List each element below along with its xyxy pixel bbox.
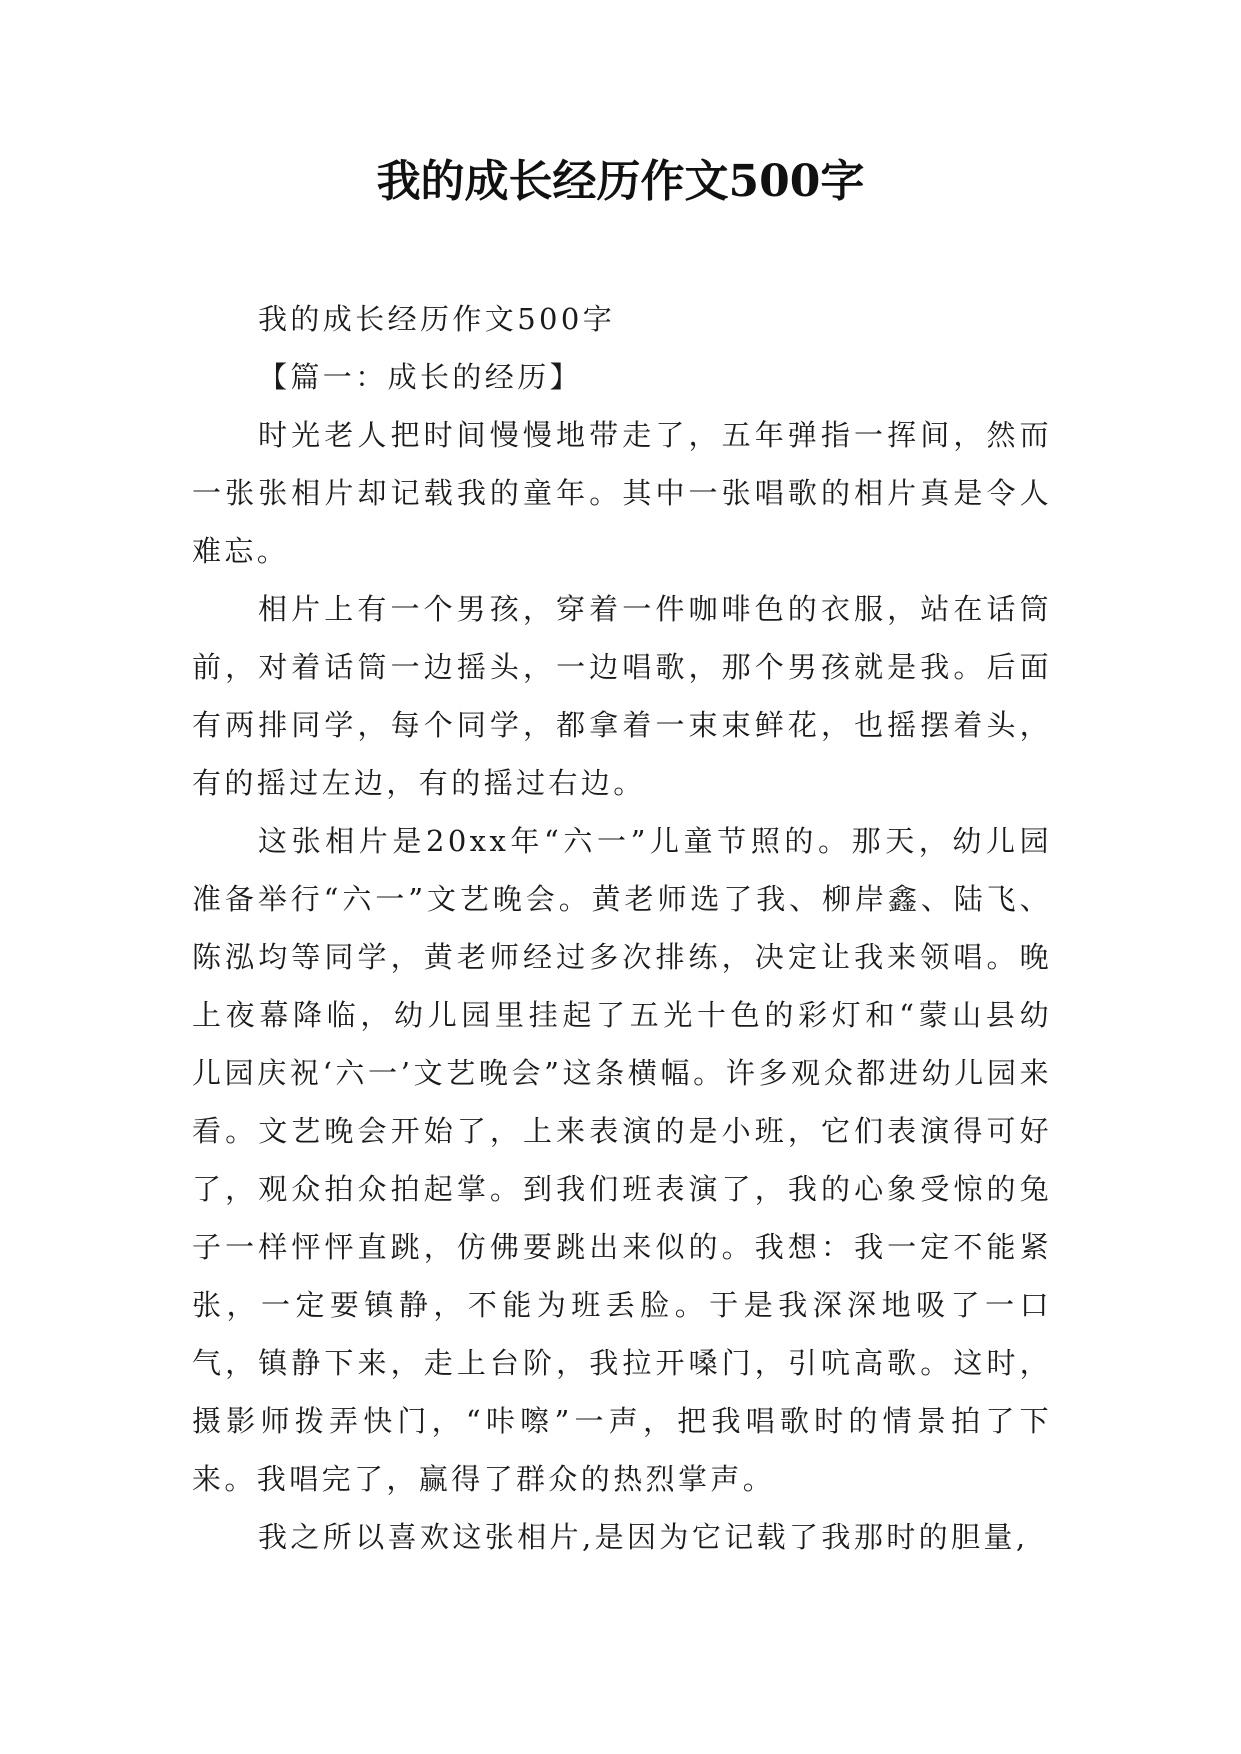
paragraph: 这张相片是20xx年“六一”儿童节照的。那天，幼儿园准备举行“六一”文艺晚会。黄老师选了我、柳岸鑫、陆飞、陈泓均等同学，黄老师经过多次排练，决定让我来领唱。晚上夜幕降临，幼儿园里挂起了五光十色的彩灯和“蒙山县幼儿园庆祝‘六一’文艺晚会”这条横幅。许多观众都进幼儿园来看。文艺晚会开始了，上来表演的是小班，它们表演得可好了，观众拍众拍起掌。到我们班表演了，我的心象受惊的兔子一样怦怦直跳，仿佛要跳出来似的。我想：我一定不能紧张，一定要镇静，不能为班丢脸。于是我深深地吸了一口气，镇静下来，走上台阶，我拉开嗓门，引吭高歌。这时，摄影师拨弄快门，“咔嚓”一声，把我唱歌时的情景拍了下来。我唱完了，赢得了群众的热烈掌声。 (192, 824, 1052, 1496)
document-title: 我的成长经历作文500字 (376, 156, 865, 207)
paragraph: 相片上有一个男孩，穿着一件咖啡色的衣服，站在话筒前，对着话筒一边摇头，一边唱歌，那个男孩就是我。后面有两排同学，每个同学，都拿着一束束鲜花，也摇摆着头，有的摇过左边，有的摇过右边。 (192, 592, 1052, 800)
paragraph-subtitle: 我的成长经历作文500字 (258, 302, 616, 336)
paragraph-section-heading: 【篇一：成长的经历】 (258, 360, 583, 394)
paragraph: 时光老人把时间慢慢地带走了，五年弹指一挥间，然而一张张相片却记载我的童年。其中一张唱歌的相片真是令人难忘。 (192, 418, 1052, 568)
paragraph: 我之所以喜欢这张相片,是因为它记载了我那时的胆量, (258, 1520, 1029, 1554)
document-body (192, 290, 1052, 1566)
